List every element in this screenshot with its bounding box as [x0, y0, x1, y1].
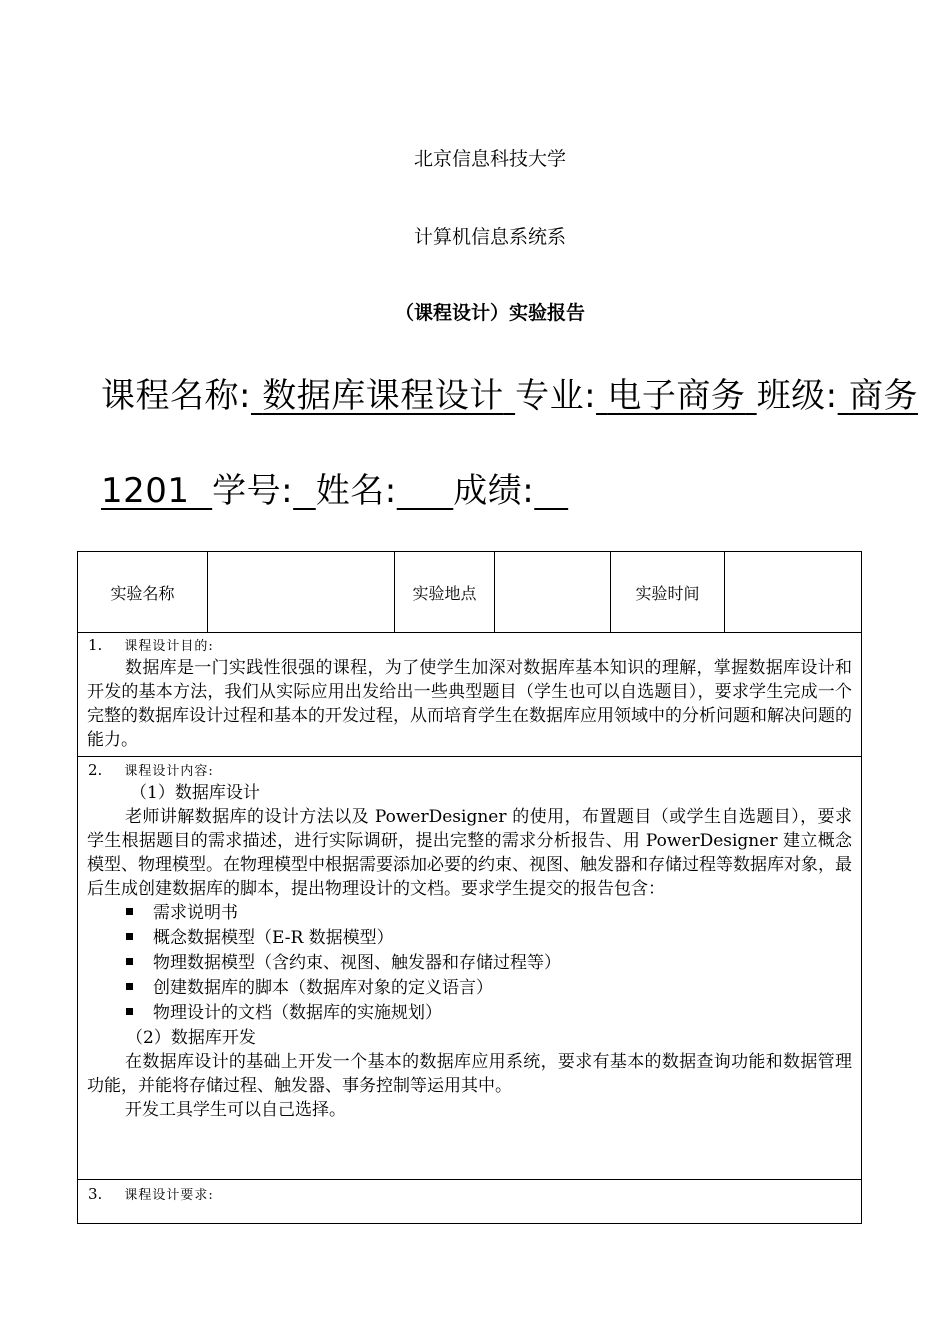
bullet-item: 概念数据模型（E-R 数据模型） — [78, 926, 861, 951]
class-value-2: 1201 — [101, 471, 190, 511]
section-purpose — [78, 633, 861, 757]
bullet-item: 物理数据模型（含约束、视图、触发器和存储过程等） — [78, 951, 861, 976]
exp-location-value — [495, 552, 611, 632]
class-label: 班级: — [756, 376, 838, 416]
exp-name-value — [208, 552, 395, 632]
dev-tools-note: 开发工具学生可以自己选择。 — [125, 1100, 346, 1120]
section-purpose-body: 数据库是一门实践性很强的课程，为了使学生加深对数据库基本知识的理解，掌握数据库设计和开发的基本方法，我们从实际应用出发给出一些典型题目（学生也可以自选题目），要求学生完成一个完整的数据库设计过程和基本的开发过程，从而培育学生在数据库应用领域中的分析问题和解决问题的能力。 — [87, 658, 852, 750]
report-type-title: （课程设计）实验报告 — [394, 302, 585, 324]
student-id-blank — [293, 471, 316, 511]
section-requirements-heading: 3. 课程设计要求: — [88, 1185, 214, 1203]
report-table — [77, 551, 862, 1224]
score-blank — [534, 471, 568, 511]
section-content-heading: 2. 课程设计内容: — [88, 761, 214, 779]
bullet-item: 创建数据库的脚本（数据库对象的定义语言） — [78, 976, 861, 1001]
info-line-1 — [101, 368, 918, 417]
major-value: 电子商务 — [607, 376, 746, 416]
section-requirements — [78, 1181, 861, 1223]
major-label: 专业: — [515, 376, 597, 416]
subsection-db-design: （1）数据库设计 — [130, 783, 260, 803]
student-id-label: 学号: — [212, 471, 294, 511]
course-label: 课程名称: — [101, 376, 251, 416]
bullet-item: 物理设计的文档（数据库的实施规划） — [78, 1001, 861, 1026]
name-blank — [397, 471, 454, 511]
subsection-db-development: （2）数据库开发 — [126, 1028, 256, 1048]
section-purpose-heading: 1. 课程设计目的: — [88, 636, 214, 654]
department-name: 计算机信息系统系 — [413, 226, 566, 248]
score-label: 成绩: — [453, 471, 535, 511]
db-development-body: 在数据库设计的基础上开发一个基本的数据库应用系统，要求有基本的数据查询功能和数据管理功能，并能将存储过程、触发器、事务控制等运用其中。 — [87, 1052, 852, 1096]
square-bullet-icon — [126, 933, 133, 940]
section-content — [78, 758, 861, 1180]
class-value-1: 商务 — [848, 376, 918, 416]
name-label: 姓名: — [315, 471, 397, 511]
exp-name-label: 实验名称 — [78, 552, 208, 632]
exp-time-label: 实验时间 — [611, 552, 725, 632]
db-design-body: 老师讲解数据库的设计方法以及 PowerDesigner 的使用，布置题目（或学生自选题目），要求学生根据题目的需求描述，进行实际调研，提出完整的需求分析报告、用 PowerDesigner 建立概念模型、物理模型。在物理模型中根据需要添加必要的约束、视图、触发器和存储过程等数据库对象，最后生成创建数据库的脚本，提出物理设计的文档。要求学生提交的报告包含： — [87, 807, 852, 899]
square-bullet-icon — [126, 983, 133, 990]
square-bullet-icon — [126, 1008, 133, 1015]
university-name: 北京信息科技大学 — [413, 148, 566, 170]
experiment-info-row — [78, 552, 861, 633]
course-value: 数据库课程设计 — [262, 376, 504, 416]
exp-time-value — [725, 552, 861, 632]
square-bullet-icon — [126, 958, 133, 965]
info-line-2 — [101, 463, 568, 512]
exp-location-label: 实验地点 — [395, 552, 495, 632]
square-bullet-icon — [126, 908, 133, 915]
bullet-item: 需求说明书 — [78, 901, 861, 926]
